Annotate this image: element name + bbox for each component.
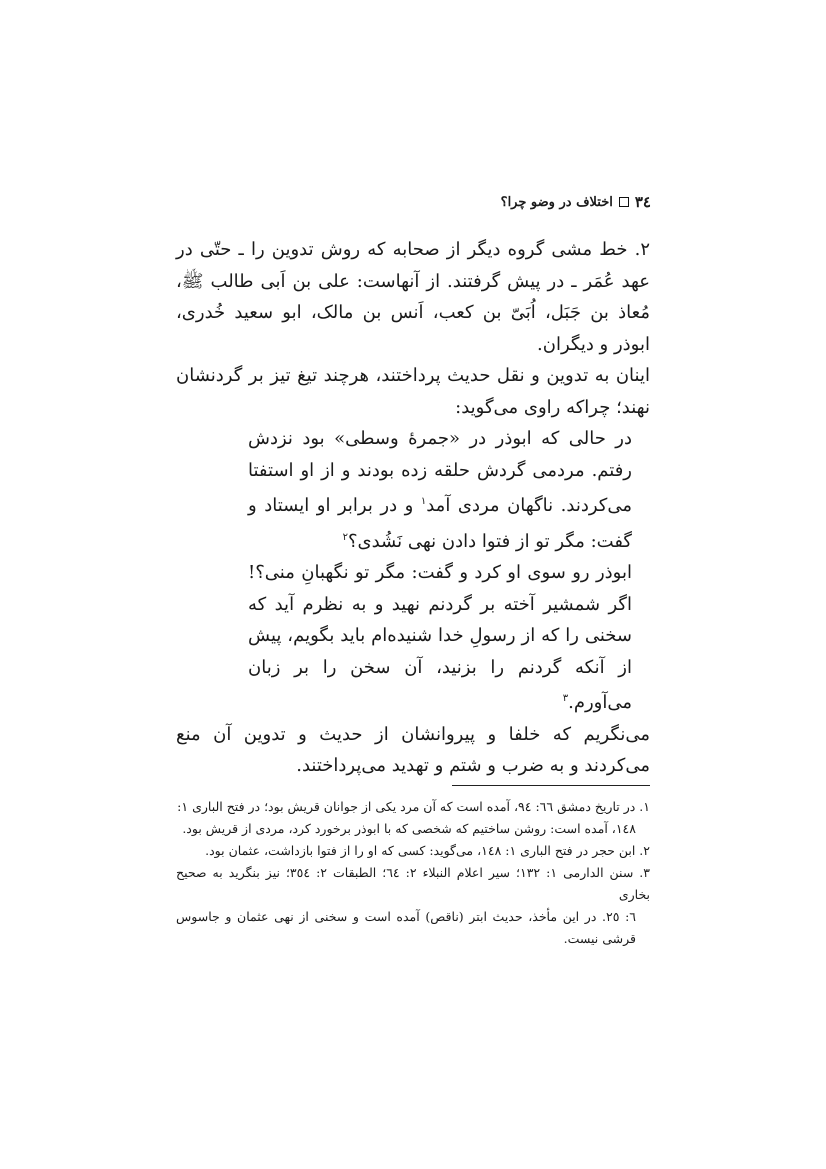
footnote-divider bbox=[452, 785, 650, 786]
footnotes bbox=[176, 796, 650, 950]
footnote-ref-3: ٣ bbox=[562, 693, 569, 704]
quote-text-2: ابوذر رو سوی او کرد و گفت: مگر تو نگهبانِ منی؟! اگر شمشیر آخته بر گردنم نهید و به نظرم آید که سخنی را که از رسولِ خدا شنیده‌ام باید بگویم، پیش از آنکه گردنم را بزنید، آن سخن را بر زبان می‌آورم. bbox=[248, 562, 632, 713]
paragraph-2: اینان به تدوین و نقل حدیث پرداختند، هرچند تیغ تیز بر گردنشان نهند؛ چراکه راوی می‌گوید: bbox=[176, 365, 650, 418]
footnote-3-line-2: ٦: ٢٥. در این مأخذ، حدیث ابتر (ناقص) آمده است و سخنی از نهی عثمان و جاسوس قرشی نیست. bbox=[176, 909, 637, 946]
quote-paragraph-1 bbox=[248, 423, 632, 557]
paragraph-1: ٢. خط مشی گروه دیگر از صحابه که روش تدوین را ـ حتّی در عهد عُمَر ـ در پیش گرفتند. از آنهاست: علی بن اَبی طالب ﷺ، مُعاذ بن جَبَل، اُبَیّ بن کعب، اَنس بن مالک، ابو سعید خُدری، ابوذر و دیگران. bbox=[176, 239, 650, 355]
running-title: اختلاف در وضو چرا؟ bbox=[500, 194, 613, 210]
running-header bbox=[501, 193, 651, 211]
page-number: ٣٤ bbox=[634, 193, 651, 211]
footnote-1-line-1: ١. در تاریخ دمشق ٦٦: ٩٤، آمده است که آن مرد یکی از جوانان قریش بود؛ در فتح الباری ١: bbox=[177, 799, 650, 814]
footnote-ref-2: ٢ bbox=[342, 531, 348, 543]
paragraph-3: می‌نگریم که خلفا و پیروانشان از حدیث و تدوین آن منع می‌کردند و به ضرب و شتم و تهدید می‌پرداختند. bbox=[176, 723, 650, 776]
footnote-3-line-1: ٣. سنن الدارمی ١: ١٣٢؛ سیر اعلام النبلاء ٢: ٦٤؛ الطبقات ٢: ٣٥٤؛ نیز بنگرید به صحیح بخاری bbox=[176, 865, 650, 902]
main-text bbox=[176, 234, 650, 782]
quote-text-1b: و در برابر او ایستاد و گفت: مگر تو از فتوا دادن نهی نَشُدی؟ bbox=[248, 495, 632, 552]
square-bullet-icon bbox=[619, 197, 629, 207]
quote-text-1a: در حالی که ابوذر در «جمرهٔ وسطی» بود نزدش رفتم. مردمی گردش حلقه زده بودند و از او استفتا می‌کردند. ناگهان مردی آمد bbox=[248, 428, 632, 516]
quotation-block bbox=[248, 423, 632, 719]
footnote-ref-1: ١ bbox=[420, 496, 427, 507]
quote-paragraph-2 bbox=[248, 557, 632, 719]
footnote-1-line-2: ١٤٨، آمده است: روشن ساختیم که شخصی که با ابوذر برخورد کرد، مردی از قریش بود. bbox=[182, 821, 636, 836]
footnote-2-line-1: ٢. ابن حجر در فتح الباری ١: ١٤٨، می‌گوید: کسی که او را از فتوا بازداشت، عثمان بود. bbox=[205, 843, 650, 858]
